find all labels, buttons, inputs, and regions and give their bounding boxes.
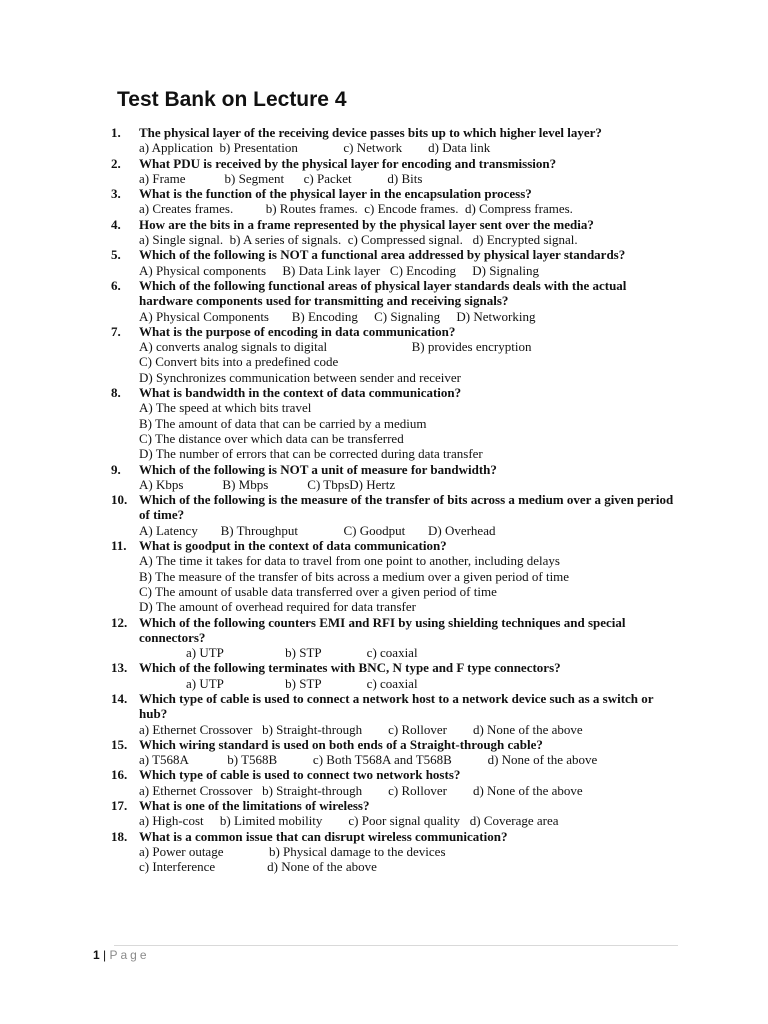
answer-options: a) Ethernet Crossover b) Straight-through c) Rollover d) None of the above — [139, 782, 583, 798]
answer-options: a) Creates frames. b) Routes frames. c) Encode frames. d) Compress frames. — [139, 201, 573, 217]
question-text: Which of the following functional areas of physical layer standards deals with the actual hardware components used for transmitting and receiving signals? — [139, 277, 627, 309]
question-item — [0, 538, 768, 614]
question-number: 13. — [111, 660, 128, 676]
answer-options: a) UTP b) STP c) coaxial — [186, 675, 418, 691]
question-text: Which of the following is the measure of the transfer of bits across a medium over a given period of time? — [139, 492, 674, 523]
question-item — [0, 691, 768, 737]
question-text: What is bandwidth in the context of data communication? — [139, 385, 462, 401]
answer-options: A) Latency B) Throughput C) Goodput D) Overhead — [139, 522, 496, 538]
question-text: Which of the following terminates with BNC, N type and F type connectors? — [139, 660, 561, 676]
question-number: 4. — [111, 216, 121, 232]
answer-options: A) The speed at which bits travel — [139, 400, 312, 416]
answer-options: A) Kbps B) Mbps C) TbpsD) Hertz — [139, 476, 396, 492]
question-text: Which wiring standard is used on both ends of a Straight-through cable? — [139, 736, 543, 752]
question-number: 14. — [111, 690, 128, 706]
question-number: 3. — [111, 186, 121, 202]
question-item — [0, 798, 768, 829]
question-number: 2. — [111, 155, 121, 171]
page-number: 1 — [93, 948, 100, 962]
question-item — [0, 462, 768, 493]
question-item — [0, 829, 768, 875]
question-text: Which of the following is NOT a unit of measure for bandwidth? — [139, 461, 497, 477]
answer-options: a) UTP b) STP c) coaxial — [186, 645, 418, 661]
answer-options: A) Physical Components B) Encoding C) Signaling D) Networking — [139, 308, 536, 324]
question-number: 5. — [111, 247, 121, 263]
question-number: 11. — [111, 538, 127, 554]
question-item — [0, 217, 768, 248]
question-item — [0, 156, 768, 187]
question-item — [0, 615, 768, 661]
answer-options: C) The distance over which data can be transferred — [139, 430, 404, 446]
question-text: What is a common issue that can disrupt wireless communication? — [139, 828, 508, 844]
answer-options: C) The amount of usable data transferred over a given period of time — [139, 583, 497, 599]
question-text: What is the purpose of encoding in data communication? — [139, 323, 456, 339]
question-item — [0, 767, 768, 798]
question-number: 16. — [111, 767, 128, 783]
document-title: Test Bank on Lecture 4 — [117, 88, 347, 111]
answer-options: a) Ethernet Crossover b) Straight-through c) Rollover d) None of the above — [139, 721, 583, 737]
answer-options: a) High-cost b) Limited mobility c) Poor signal quality d) Coverage area — [139, 813, 559, 829]
answer-options: a) T568A b) T568B c) Both T568A and T568B d) None of the above — [139, 752, 598, 768]
answer-options: B) The amount of data that can be carried by a medium — [139, 415, 427, 431]
question-item — [0, 186, 768, 217]
answer-options: D) Synchronizes communication between sender and receiver — [139, 369, 461, 385]
question-number: 10. — [111, 492, 128, 508]
answer-options: C) Convert bits into a predefined code — [139, 354, 339, 370]
answer-options: a) Power outage b) Physical damage to the devices — [139, 843, 446, 859]
question-number: 12. — [111, 614, 128, 630]
question-number: 8. — [111, 385, 121, 401]
page-label: Page — [109, 948, 150, 962]
question-item — [0, 385, 768, 461]
answer-options: A) Physical components B) Data Link layer C) Encoding D) Signaling — [139, 262, 540, 278]
question-item — [0, 737, 768, 768]
question-item — [0, 125, 768, 156]
footer-divider — [114, 945, 678, 946]
question-number: 1. — [111, 125, 121, 140]
question-list — [0, 125, 768, 875]
answer-options: a) Frame b) Segment c) Packet d) Bits — [139, 170, 423, 186]
question-text: The physical layer of the receiving device passes bits up to which higher level layer? — [139, 125, 602, 140]
footer-separator: | — [103, 948, 107, 962]
question-text: Which of the following is NOT a functional area addressed by physical layer standards? — [139, 247, 626, 263]
question-item — [0, 492, 768, 538]
answer-options: a) Single signal. b) A series of signals. c) Compressed signal. d) Encrypted signal. — [139, 232, 578, 248]
question-text: What is the function of the physical layer in the encapsulation process? — [139, 186, 532, 202]
question-item — [0, 324, 768, 385]
question-text: Which type of cable is used to connect two network hosts? — [139, 767, 461, 783]
question-text: What PDU is received by the physical layer for encoding and transmission? — [139, 155, 557, 171]
question-item — [0, 278, 768, 324]
question-item — [0, 247, 768, 278]
question-item — [0, 660, 768, 691]
answer-options: D) The amount of overhead required for data transfer — [139, 599, 416, 615]
page-footer — [93, 948, 150, 962]
answer-options: B) The measure of the transfer of bits across a medium over a given period of time — [139, 568, 570, 584]
question-number: 6. — [111, 277, 121, 293]
answer-options: A) The time it takes for data to travel from one point to another, including delays — [139, 553, 560, 569]
question-number: 18. — [111, 828, 128, 844]
question-text: What is goodput in the context of data communication? — [139, 538, 447, 554]
question-text: Which of the following counters EMI and RFI by using shielding techniques and special connectors? — [139, 614, 626, 645]
question-number: 15. — [111, 736, 128, 752]
question-number: 7. — [111, 323, 121, 339]
answer-options: a) Application b) Presentation c) Network d) Data link — [139, 140, 491, 156]
question-text: How are the bits in a frame represented by the physical layer sent over the media? — [139, 216, 594, 232]
answer-options: c) Interference d) None of the above — [139, 859, 377, 875]
question-text: What is one of the limitations of wireless? — [139, 798, 370, 814]
question-number: 9. — [111, 461, 121, 477]
question-text: Which type of cable is used to connect a network host to a network device such as a switch or hub? — [139, 690, 654, 722]
answer-options: D) The number of errors that can be corrected during data transfer — [139, 446, 483, 462]
question-number: 17. — [111, 798, 128, 814]
answer-options: A) converts analog signals to digital B) provides encryption — [139, 339, 532, 355]
